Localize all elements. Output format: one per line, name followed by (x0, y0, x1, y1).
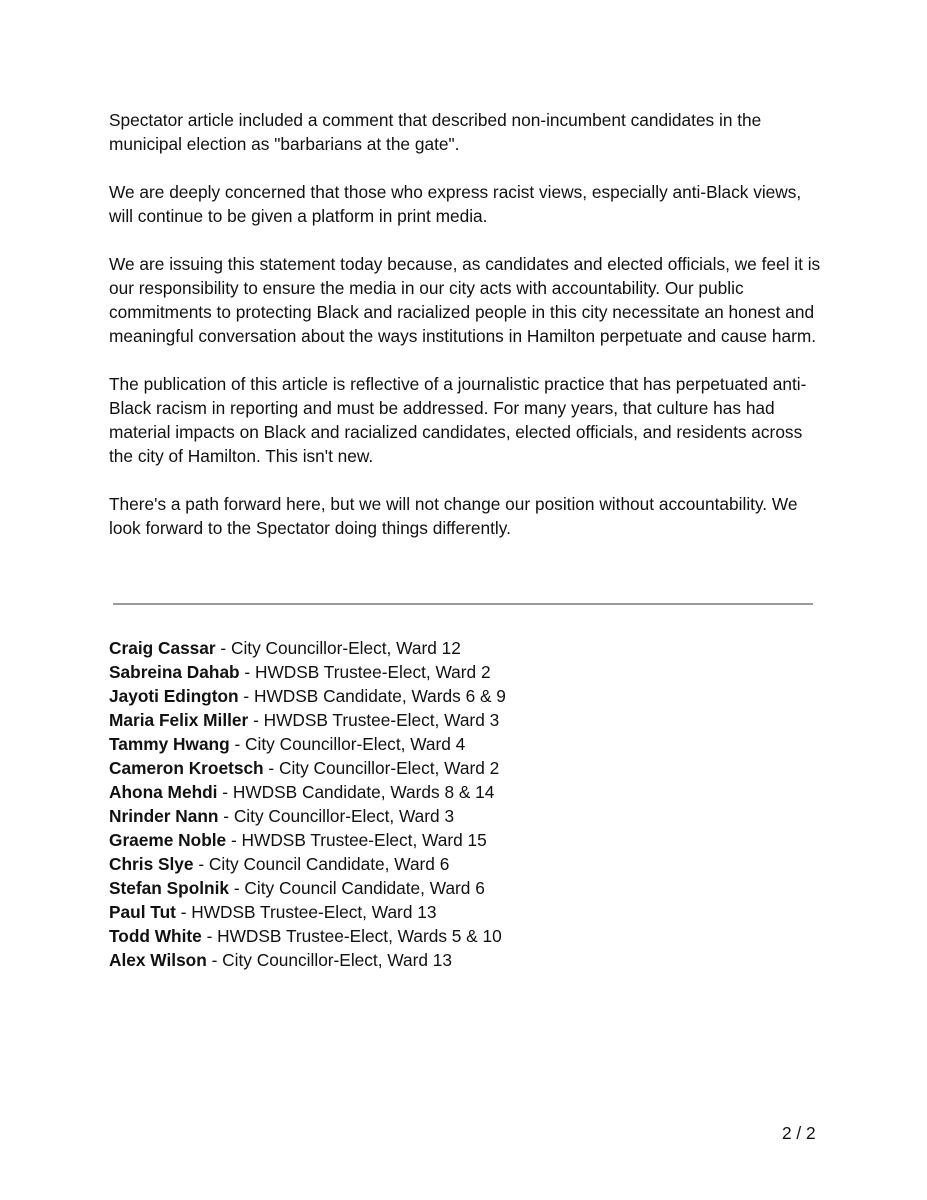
signatory-name: Cameron Kroetsch (109, 758, 264, 778)
signatory-name: Jayoti Edington (109, 686, 239, 706)
signatory-item (109, 660, 821, 684)
signatory-role: - City Councillor-Elect, Ward 4 (229, 734, 466, 754)
signatory-role: - City Councillor-Elect, Ward 12 (215, 638, 461, 658)
signatory-name: Ahona Mehdi (109, 782, 218, 802)
signatory-name: Craig Cassar (109, 638, 216, 658)
signatory-item (109, 636, 821, 660)
paragraph-journalistic-practice: The publication of this article is reflective of a journalistic practice that has perpetuated anti-Black racism in reporting and must be addressed. For many years, that culture has had material impacts on Black and racialized candidates, elected officials, and residents across the city of Hamilton. This isn't new. (109, 374, 807, 466)
signatory-role: - City Council Candidate, Ward 6 (193, 854, 450, 874)
page-number: 2 / 2 (782, 1123, 816, 1143)
signatory-role: - City Councillor-Elect, Ward 13 (206, 950, 452, 970)
signatory-role: - City Councillor-Elect, Ward 2 (263, 758, 500, 778)
signatory-name: Sabreina Dahab (109, 662, 240, 682)
signatory-name: Nrinder Nann (109, 806, 219, 826)
paragraph-concern: We are deeply concerned that those who express racist views, especially anti-Black views, will continue to be given a platform in print media. (109, 182, 802, 226)
signatory-name: Alex Wilson (109, 950, 207, 970)
signatory-role: - HWDSB Trustee-Elect, Ward 15 (226, 830, 487, 850)
signatory-role: - HWDSB Trustee-Elect, Ward 13 (175, 902, 437, 922)
signatory-list (109, 636, 821, 972)
paragraph-barbarians: Spectator article included a comment that described non-incumbent candidates in the municipal election as "barbarians at the gate". (109, 110, 762, 154)
signatory-item (109, 852, 821, 876)
horizontal-divider (113, 603, 813, 605)
signatory-item (109, 876, 821, 900)
signatory-name: Stefan Spolnik (109, 878, 230, 898)
signatory-name: Tammy Hwang (109, 734, 230, 754)
signatory-name: Todd White (109, 926, 202, 946)
signatory-role: - City Council Candidate, Ward 6 (229, 878, 485, 898)
signatory-role: - HWDSB Trustee-Elect, Ward 3 (248, 710, 500, 730)
signatory-item (109, 732, 821, 756)
signatory-item (109, 684, 821, 708)
signatory-role: - HWDSB Candidate, Wards 6 & 9 (238, 686, 506, 706)
signatory-name: Paul Tut (109, 902, 176, 922)
signatory-item (109, 948, 821, 972)
paragraph-path-forward: There's a path forward here, but we will not change our position without accountability. We look forward to the Spectator doing things differently. (109, 494, 798, 538)
signatory-item (109, 804, 821, 828)
signatory-item (109, 708, 821, 732)
signatory-role: - City Councillor-Elect, Ward 3 (218, 806, 455, 826)
signatory-name: Maria Felix Miller (109, 710, 249, 730)
signatory-name: Graeme Noble (109, 830, 227, 850)
signatory-item (109, 900, 821, 924)
signatory-item (109, 924, 821, 948)
signatory-item (109, 756, 821, 780)
signatory-name: Chris Slye (109, 854, 194, 874)
document-page (109, 108, 821, 970)
signatory-item (109, 828, 821, 852)
signatory-role: - HWDSB Trustee-Elect, Ward 2 (239, 662, 491, 682)
signatory-item (109, 780, 821, 804)
paragraph-statement-reason: We are issuing this statement today because, as candidates and elected officials, we feel it is our responsibility to ensure the media in our city acts with accountability. Our public commitments to protecting Black and racialized people in this city necessitate an honest and meaningful conversation about the ways institutions in Hamilton perpetuate and cause harm. (109, 254, 821, 346)
signatory-role: - HWDSB Candidate, Wards 8 & 14 (217, 782, 495, 802)
signatory-role: - HWDSB Trustee-Elect, Wards 5 & 10 (201, 926, 502, 946)
